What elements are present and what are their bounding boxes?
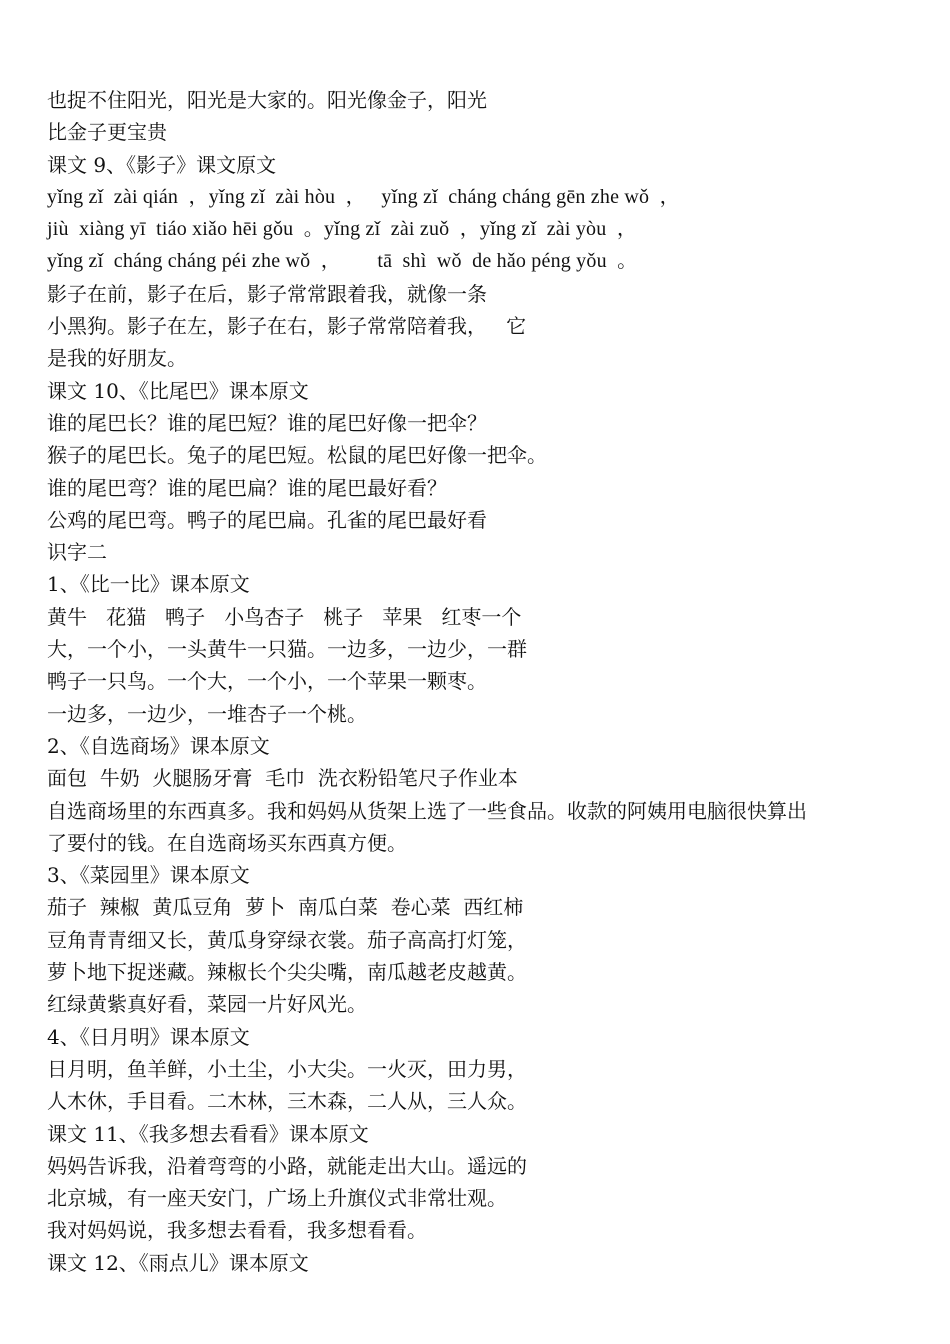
text-line: 是我的好朋友。 (47, 346, 187, 371)
text-line: 谁的尾巴长？谁的尾巴短？谁的尾巴好像一把伞？ (47, 410, 487, 435)
lesson-heading: 课文 9、《影子》课文原文 (47, 152, 277, 177)
section-heading: 识字二 (47, 540, 107, 565)
pinyin-line: yǐng zǐ cháng cháng péi zhe wǒ ， tā shì wǒ de hǎo péng yǒu 。 (47, 250, 638, 273)
text-line: 妈妈告诉我，沿着弯弯的小路，就能走出大山。遥远的 (47, 1153, 527, 1178)
text-line: 自选商场里的东西真多。我和妈妈从货架上选了一些食品。收款的阿姨用电脑很快算出 (47, 798, 807, 823)
lesson-heading: 4、《日月明》课本原文 (47, 1024, 250, 1049)
text-line: 了要付的钱。在自选商场买东西真方便。 (47, 830, 407, 855)
lesson-heading: 课文 12、《雨点儿》课本原文 (47, 1250, 309, 1275)
document-page (47, 84, 927, 1279)
pinyin-line: yǐng zǐ zài qián ，yǐng zǐ zài hòu ， yǐng zǐ cháng cháng gēn zhe wǒ ， (47, 185, 680, 208)
text-line: 我对妈妈说，我多想去看看，我多想看看。 (47, 1218, 427, 1243)
text-line: 公鸡的尾巴弯。鸭子的尾巴扁。孔雀的尾巴最好看 (47, 507, 487, 532)
text-line: 比金子更宝贵 (47, 120, 167, 145)
text-line: 红绿黄紫真好看，菜园一片好风光。 (47, 992, 367, 1017)
text-line: 一边多，一边少，一堆杏子一个桃。 (47, 701, 367, 726)
pinyin-line: jiù xiàng yī tiáo xiǎo hēi gǒu 。yǐng zǐ zài zuǒ ，yǐng zǐ zài yòu ， (47, 218, 638, 241)
lesson-heading: 课文 10、《比尾巴》课本原文 (47, 378, 309, 403)
text-line: 日月明，鱼羊鲜，小土尘，小大尖。一火灭，田力男， (47, 1056, 527, 1081)
text-line: 黄牛 花猫 鸭子 小鸟杏子 桃子 苹果 红枣一个 (47, 604, 522, 629)
text-line: 茄子 辣椒 黄瓜豆角 萝卜 南瓜白菜 卷心菜 西红柿 (47, 895, 524, 920)
lesson-heading: 1、《比一比》课本原文 (47, 572, 250, 597)
text-line: 谁的尾巴弯？谁的尾巴扁？谁的尾巴最好看？ (47, 475, 447, 500)
text-line: 鸭子一只鸟。一个大，一个小，一个苹果一颗枣。 (47, 669, 487, 694)
lesson-heading: 3、《菜园里》课本原文 (47, 863, 250, 888)
text-line: 影子在前，影子在后，影子常常跟着我，就像一条 (47, 281, 487, 306)
text-line: 面包 牛奶 火腿肠牙膏 毛巾 洗衣粉铅笔尺子作业本 (47, 766, 518, 791)
lesson-heading: 课文 11、《我多想去看看》课本原文 (47, 1121, 369, 1146)
text-line: 猴子的尾巴长。兔子的尾巴短。松鼠的尾巴好像一把伞。 (47, 443, 547, 468)
text-line: 小黑狗。影子在左，影子在右，影子常常陪着我， 它 (47, 314, 527, 339)
lesson-heading: 2、《自选商场》课本原文 (47, 733, 270, 758)
text-line: 也捉不住阳光，阳光是大家的。阳光像金子，阳光 (47, 88, 487, 112)
text-line: 大，一个小，一头黄牛一只猫。一边多，一边少，一群 (47, 637, 527, 662)
text-line: 北京城，有一座天安门，广场上升旗仪式非常壮观。 (47, 1186, 507, 1211)
text-line: 萝卜地下捉迷藏。辣椒长个尖尖嘴，南瓜越老皮越黄。 (47, 960, 527, 985)
text-line: 豆角青青细又长，黄瓜身穿绿衣裳。茄子高高打灯笼， (47, 927, 527, 952)
text-line: 人木休，手目看。二木林，三木森，二人从，三人众。 (47, 1089, 527, 1114)
